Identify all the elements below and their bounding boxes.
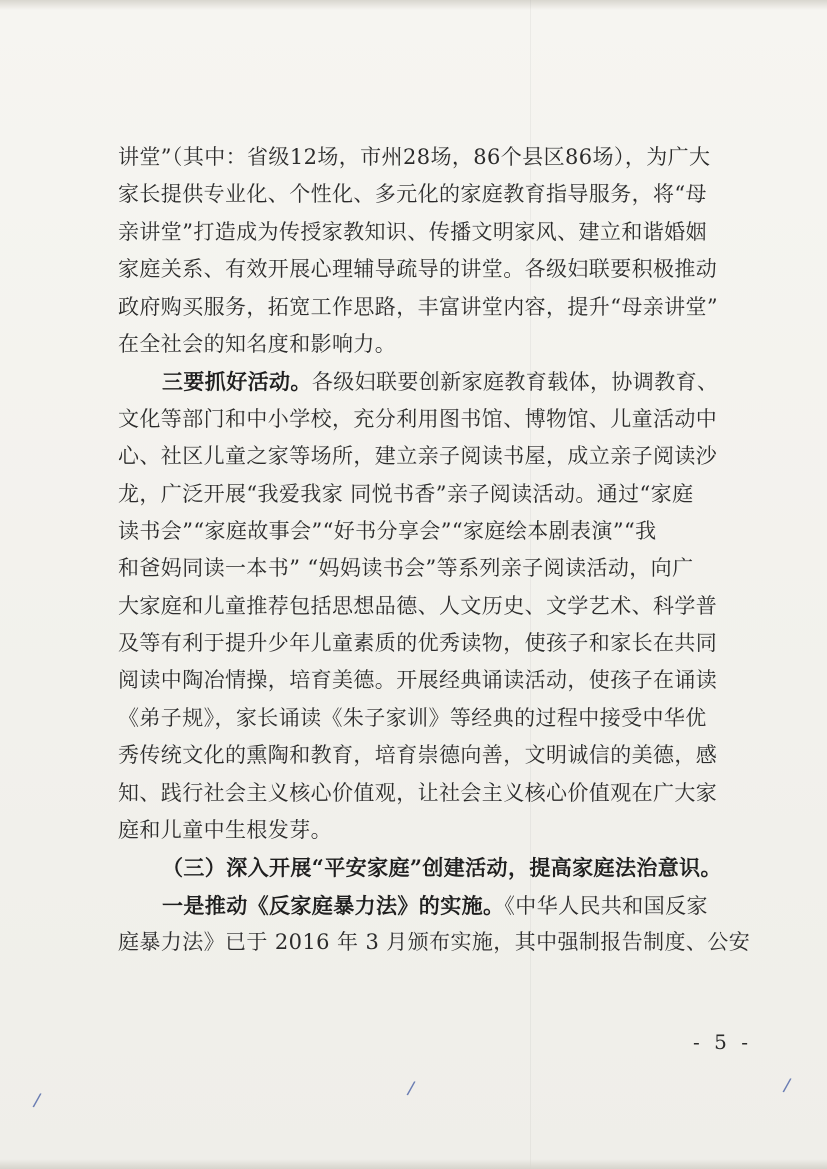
text-line-12: 和爸妈同读一本书” “妈妈读书会”等系列亲子阅读活动，向广 [118, 556, 694, 581]
text-line-4: 家庭关系、有效开展心理辅导疏导的讲堂。各级妇联要积极推动 [118, 257, 718, 282]
text-line-8: 文化等部门和中小学校，充分利用图书馆、博物馆、儿童活动中 [118, 406, 718, 431]
text-line-5: 政府购买服务，拓宽工作思路，丰富讲堂内容，提升“母亲讲堂” [118, 294, 719, 319]
text-line-2: 家长提供专业化、个性化、多元化的家庭教育指导服务，将“母 [118, 182, 707, 207]
text-line-18: 知、践行社会主义核心价值观，让社会主义核心价值观在广大家 [118, 780, 718, 805]
page-number: - 5 - [693, 1030, 752, 1054]
scan-bottom-edge [0, 1159, 827, 1169]
heading-safe-family: （三）深入开展“平安家庭”创建活动，提高家庭法治意识。 [162, 855, 722, 881]
text-line-22: 庭暴力法》已于 2016 年 3 月颁布实施，其中强制报告制度、公安 [118, 930, 751, 955]
section-heading-3 [118, 849, 758, 886]
scan-mark-icon: / [781, 1074, 793, 1097]
paragraph-heading-activities: 三要抓好活动。各级妇联要创新家庭教育载体，协调教育、 [162, 369, 719, 395]
text-line-17: 秀传统文化的熏陶和教育，培育崇德向善，文明诚信的美德，感 [118, 743, 718, 768]
scan-top-edge [0, 0, 827, 10]
text-line-10: 龙，广泛开展“我爱我家 同悦书香”亲子阅读活动。通过“家庭 [118, 481, 694, 506]
text-line-3: 亲讲堂”打造成为传授家教知识、传播文明家风、建立和谐婚姻 [118, 219, 707, 244]
paragraph-heading-law: 一是推动《反家庭暴力法》的实施。《中华人民共和国反家 [162, 892, 708, 918]
text-line-9: 心、社区儿童之家等场所，建立亲子阅读书屋，成立亲子阅读沙 [118, 444, 718, 469]
scan-mark-icon: / [31, 1089, 43, 1112]
text-line-14: 及等有利于提升少年儿童素质的优秀读物，使孩子和家长在共同 [118, 631, 718, 656]
text-line-15: 阅读中陶冶情操，培育美德。开展经典诵读活动，使孩子在诵读 [118, 668, 718, 693]
text-line-13: 大家庭和儿童推荐包括思想品德、人文历史、文学艺术、科学普 [118, 593, 718, 618]
document-body [118, 139, 758, 962]
text-line-1: 讲堂”（其中：省级12场，市州28场，86个县区86场），为广大 [118, 145, 711, 169]
text-line-19: 庭和儿童中生根发芽。 [118, 818, 332, 843]
text-line-16: 《弟子规》，家长诵读《朱子家训》等经典的过程中接受中华优 [118, 705, 707, 730]
text-line-6: 在全社会的知名度和影响力。 [118, 331, 397, 356]
scan-mark-icon: / [405, 1077, 417, 1100]
heading-anti-violence-law: 一是推动《反家庭暴力法》的实施。 [162, 892, 505, 918]
text-line-11: 读书会”“家庭故事会”“好书分享会”“家庭绘本剧表演”“我 [118, 518, 657, 543]
heading-activities: 三要抓好活动。 [162, 369, 312, 395]
